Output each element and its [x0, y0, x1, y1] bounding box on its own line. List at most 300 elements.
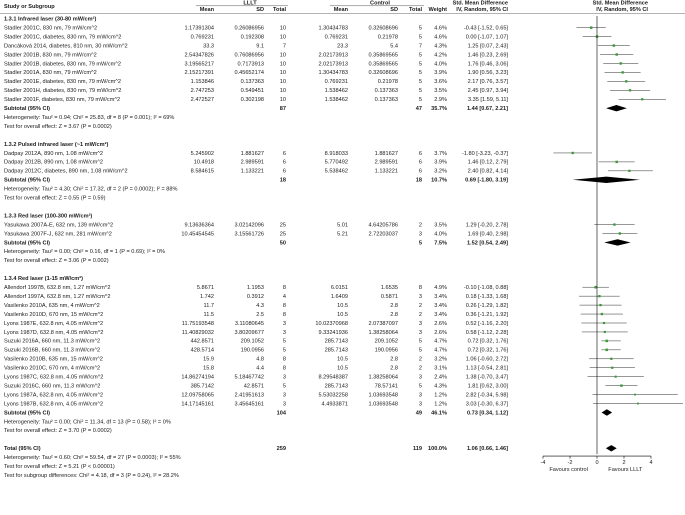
control-mean: 2.02173913 [318, 61, 348, 68]
control-mean: 5.770492 [324, 159, 348, 166]
control-mean: 5.53032258 [318, 392, 348, 399]
total-control-n: 119 [412, 446, 422, 453]
study-name: Lyons 1987B, 632.8 nm, 4.05 mW/cm^2 [4, 401, 104, 408]
header-plot-1: Std. Mean Difference [592, 0, 648, 7]
study-weight: 2.6% [434, 329, 447, 336]
control-mean: 23.3 [337, 43, 348, 50]
study-point [603, 322, 605, 324]
study-weight: 3.7% [434, 150, 447, 157]
lllt-total: 8 [282, 285, 286, 291]
control-total: 5 [418, 61, 422, 68]
lllt-total: 10 [279, 97, 286, 104]
control-total: 2 [418, 365, 422, 372]
study-name: Lyons 1987D, 632.8 nm, 4.05 mW/cm^2 [4, 329, 104, 336]
lllt-total: 10 [279, 34, 286, 41]
study-weight: 4.9% [434, 285, 447, 291]
control-total: 5 [418, 97, 422, 104]
lllt-total: 7 [282, 43, 286, 50]
control-total: 3 [418, 401, 422, 408]
subtotal-diamond [604, 239, 630, 245]
control-total: 3 [418, 392, 422, 399]
lllt-total: 10 [279, 79, 286, 86]
group-title-1: 1.3.2 Pulsed infrared laser (~1 mW/cm²) [4, 141, 109, 148]
footer-text: Test for overall effect: Z = 5.21 (P < 0.00001) [4, 464, 115, 470]
lllt-sd: 1.133221 [240, 168, 264, 175]
lllt-mean: 10.45454545 [181, 231, 214, 238]
header-plot-2: IV, Random, 95% CI [596, 7, 648, 13]
control-total: 7 [418, 43, 422, 50]
study-name: Stadler 2001F, diabetes, 830 nm, 79 mW/cm^2 [4, 97, 121, 104]
lllt-mean: 8.584615 [190, 168, 214, 175]
control-total: 3 [418, 329, 422, 336]
control-total: 5 [418, 383, 422, 390]
control-sd: 1.38258064 [368, 329, 398, 336]
lllt-sd: 0.7173913 [237, 61, 264, 68]
study-ci: 1.38 [-0.70, 3.47] [465, 374, 508, 381]
subtotal-control-total: 49 [415, 410, 422, 417]
study-point [598, 295, 600, 297]
control-sd: 1.38258064 [368, 374, 398, 381]
control-mean: 0.769231 [324, 34, 348, 41]
control-total: 5 [418, 25, 422, 32]
study-weight: 4.2% [434, 52, 447, 59]
study-name: Allendorf 1997A, 632.8 nm, 1.27 mW/cm^2 [4, 293, 111, 300]
study-name: Vasilenko 2010C, 670 nm, 4 mW/cm^2 [4, 365, 101, 372]
control-sd: 0.32608696 [368, 25, 398, 32]
control-total: 3 [418, 293, 422, 300]
study-weight: 3.2% [434, 356, 447, 363]
study-point [629, 89, 631, 91]
study-ci: 2.45 [0.97, 3.94] [467, 88, 508, 95]
x-axis-tick-label: -4 [540, 460, 546, 467]
subtotal-ci: 0.73 [0.34, 1.12] [466, 410, 508, 417]
control-total: 8 [418, 285, 422, 291]
lllt-total: 8 [282, 302, 286, 309]
control-sd: 2.8 [390, 311, 398, 318]
control-total: 5 [418, 88, 422, 95]
control-sd: 0.21978 [377, 34, 398, 41]
lllt-sd: 0.76086956 [234, 52, 264, 59]
study-name: Yasukawa 2007A-E, 632 nm, 139 mW/cm^2 [4, 222, 114, 229]
header-weight: Weight [428, 7, 447, 13]
lllt-sd: 0.3912 [246, 293, 264, 300]
study-point [613, 44, 615, 46]
lllt-mean: 11.5 [203, 311, 214, 318]
study-name: Stadler 2001B, 830 nm, 79 mW/cm^2 [4, 52, 97, 59]
control-total: 3 [418, 231, 422, 238]
study-weight: 3.9% [434, 159, 447, 166]
subtotal-diamond [606, 105, 627, 111]
lllt-mean: 14.86274194 [181, 374, 214, 381]
x-axis-tick-label: 2 [622, 460, 626, 467]
control-mean: 10.5 [337, 356, 348, 363]
lllt-mean: 1.153846 [190, 79, 214, 86]
lllt-sd: 0.45652174 [234, 70, 264, 77]
lllt-sd: 1.881627 [240, 150, 264, 157]
lllt-total: 3 [282, 320, 286, 327]
lllt-total: 10 [279, 88, 286, 95]
control-sd: 2.07387097 [368, 320, 398, 327]
study-name: Dadpay 2012B, 890 nm, 1.08 mW/cm^2 [4, 159, 104, 166]
control-mean: 10.5 [337, 302, 348, 309]
control-total: 5 [418, 70, 422, 77]
study-ci: 2.17 [0.76, 3.57] [467, 79, 508, 86]
study-weight: 4.6% [434, 34, 447, 41]
header-total-lllt: Total [273, 7, 286, 13]
study-name: Lyons 1987E, 632.8 nm, 4.05 mW/cm^2 [4, 320, 104, 327]
lllt-total: 3 [282, 374, 286, 381]
study-name: Stadler 2001B, diabetes, 830 nm, 79 mW/cm^2 [4, 61, 122, 68]
lllt-mean: 2.747253 [190, 88, 214, 95]
control-total: 5 [418, 79, 422, 86]
x-axis-tick-label: 0 [595, 460, 599, 467]
heterogeneity-text: Heterogeneity: Tau² = 4.30; Chi² = 17.32, df = 2 (P = 0.0002); I² = 88% [4, 186, 178, 193]
study-weight: 4.3% [434, 43, 447, 50]
study-ci: 1.46 [0.12, 2.79] [467, 159, 508, 166]
control-mean: 1.30434783 [318, 70, 348, 77]
subtotal-lllt-total: 87 [279, 106, 286, 112]
study-weight: 3.4% [434, 302, 447, 309]
study-weight: 3.9% [434, 70, 447, 77]
control-sd: 0.137363 [374, 88, 398, 95]
favours-control-label: Favours control [549, 467, 588, 474]
header-control: Control [370, 0, 390, 7]
study-weight: 1.2% [434, 401, 447, 408]
control-total: 2 [418, 311, 422, 318]
subtotal-ci: 0.69 [-1.80, 3.19] [465, 177, 508, 184]
study-point [610, 358, 612, 360]
lllt-sd: 9.1 [256, 43, 264, 50]
control-mean: 2.02173913 [318, 52, 348, 59]
study-point [601, 313, 603, 315]
lllt-sd: 2.41951613 [234, 392, 264, 399]
lllt-mean: 10.4918 [193, 159, 214, 166]
control-total: 5 [418, 338, 422, 345]
lllt-mean: 15.8 [203, 365, 214, 372]
study-ci: 0.72 [0.32, 1.76] [467, 347, 508, 354]
header-sd-control: SD [390, 7, 398, 13]
total-diamond [606, 445, 617, 451]
study-ci: 3.03 [-0.30, 6.37] [465, 401, 508, 408]
lllt-sd: 190.0956 [240, 347, 264, 354]
study-weight: 2.9% [434, 97, 447, 104]
control-sd: 2.989591 [374, 159, 398, 166]
subtotal-weight: 7.5% [434, 240, 447, 247]
study-ci: 0.26 [-1.29, 1.82] [465, 302, 508, 309]
subtotal-lllt-total: 18 [279, 177, 286, 184]
control-sd: 2.8 [390, 365, 398, 372]
study-ci: 1.90 [0.56, 3.23] [467, 70, 508, 77]
study-point [594, 286, 597, 289]
study-point [572, 152, 574, 154]
x-axis-tick-label: -2 [567, 460, 573, 467]
control-sd: 0.35869565 [368, 52, 398, 59]
study-weight: 2.4% [434, 374, 447, 381]
study-ci: -0.10 [-1.08, 0.88] [463, 285, 508, 291]
subtotal-lllt-total: 104 [276, 410, 286, 417]
study-weight: 4.7% [434, 347, 447, 354]
lllt-mean: 3.19565217 [184, 61, 214, 68]
overall-effect-text: Test for overall effect: Z = 3.06 (P = 0.002) [4, 258, 109, 265]
subtotal-label: Subtotal (95% CI) [4, 177, 50, 184]
lllt-sd: 42.8571 [243, 383, 264, 390]
study-ci: 1.29 [-0.20, 2.78] [465, 222, 508, 229]
study-weight: 1.2% [434, 392, 447, 399]
study-point [613, 223, 615, 225]
study-ci: 1.76 [0.46, 3.06] [467, 61, 508, 68]
study-name: Vasilenko 2010A, 635 nm, 4 mW/cm^2 [4, 302, 100, 309]
study-point [628, 170, 630, 172]
study-name: Allendorf 1997B, 632.8 nm, 1.27 mW/cm^2 [4, 285, 111, 291]
x-axis-tick-label: 4 [649, 460, 653, 467]
lllt-mean: 15.9 [203, 356, 214, 363]
control-total: 6 [418, 150, 422, 157]
lllt-total: 8 [282, 311, 286, 318]
lllt-mean: 2.472527 [190, 97, 214, 104]
header-mean-lllt: Mean [199, 7, 214, 13]
study-ci: 0.72 [0.32, 1.76] [467, 338, 508, 345]
lllt-sd: 3.15561726 [234, 231, 264, 238]
lllt-mean: 12.09758065 [181, 392, 214, 399]
lllt-mean: 14.17145161 [181, 401, 214, 408]
subtotal-diamond [602, 409, 613, 415]
study-ci: 1.81 [0.62, 3.00] [467, 383, 508, 390]
lllt-total: 5 [282, 338, 286, 345]
study-point [637, 403, 639, 405]
subtotal-control-total: 5 [418, 240, 422, 247]
control-mean: 10.5 [337, 311, 348, 318]
lllt-total: 10 [279, 25, 286, 32]
lllt-total: 3 [282, 401, 286, 408]
subtotal-control-total: 47 [415, 106, 422, 112]
control-total: 5 [418, 52, 422, 59]
control-mean: 4.4933871 [321, 401, 348, 408]
overall-effect-text: Test for overall effect: Z = 0.55 (P = 0.59) [4, 195, 106, 202]
study-point [605, 340, 608, 343]
subtotal-ci: 1.52 [0.54, 2.49] [466, 240, 508, 247]
overall-effect-text: Test for overall effect: Z = 3.67 (P = 0.0002) [4, 123, 112, 130]
lllt-sd: 3.80209677 [234, 329, 264, 336]
study-point [621, 71, 623, 73]
subtotal-ci: 1.44 [0.67, 2.21] [466, 106, 508, 112]
header-lllt: LLLT [243, 0, 257, 7]
lllt-total: 8 [282, 365, 286, 372]
lllt-sd: 5.18467742 [234, 374, 264, 381]
control-sd: 0.137363 [374, 97, 398, 104]
control-sd: 0.35869565 [368, 61, 398, 68]
control-mean: 8.918033 [324, 150, 348, 157]
control-total: 3 [418, 374, 422, 381]
study-ci: 0.00 [-1.07, 1.07] [465, 34, 508, 41]
heterogeneity-text: Heterogeneity: Tau² = 0.00; Chi² = 0.16, df = 1 (P = 0.69); I² = 0% [4, 249, 166, 256]
study-name: Stadler 2001H, diabetes, 830 nm, 79 mW/cm^2 [4, 88, 122, 95]
heterogeneity-text: Heterogeneity: Tau² = 0.00; Chi² = 11.34, df = 13 (P = 0.58); I² = 0% [4, 419, 171, 426]
study-ci: -0.43 [-1.52, 0.65] [463, 25, 508, 32]
study-name: Dadpay 2012A, 890 nm, 1.08 mW/cm^2 [4, 150, 104, 157]
control-mean: 6.0151 [330, 285, 348, 291]
study-name: Yasukawa 2007F-J, 632 nm, 281 mW/cm^2 [4, 231, 112, 238]
study-weight: 3.5% [434, 88, 447, 95]
lllt-total: 8 [282, 356, 286, 363]
lllt-total: 6 [282, 150, 286, 157]
lllt-total: 5 [282, 383, 286, 390]
study-point [625, 80, 627, 82]
study-point [620, 62, 622, 64]
study-weight: 3.2% [434, 168, 447, 175]
study-name: Vasilenko 2010D, 670 nm, 15 mW/cm^2 [4, 311, 104, 318]
study-name: Vasilenko 2010B, 635 nm, 15 mW/cm^2 [4, 356, 103, 363]
control-mean: 8.29548387 [318, 374, 348, 381]
lllt-mean: 0.769231 [190, 34, 214, 41]
control-sd: 0.5871 [380, 293, 398, 300]
favours-lllt-label: Favours LLLT [608, 467, 643, 474]
control-mean: 10.02370968 [315, 320, 348, 327]
study-name: Suzuki 2016B, 660 nm, 11.3 mW/cm^2 [4, 347, 101, 354]
control-mean: 10.5 [337, 365, 348, 372]
control-mean: 285.7143 [324, 383, 348, 390]
control-sd: 0.32608696 [368, 70, 398, 77]
subtotal-control-total: 18 [415, 177, 422, 184]
lllt-total: 10 [279, 70, 286, 77]
control-mean: 285.7143 [324, 347, 348, 354]
total-weight: 100.0% [428, 446, 447, 453]
study-name: Stadler 2001C, 830 nm, 79 mW/cm^2 [4, 25, 98, 32]
lllt-total: 10 [279, 52, 286, 59]
lllt-total: 4 [282, 293, 286, 300]
control-sd: 1.133221 [374, 168, 398, 175]
header-mean-control: Mean [333, 7, 348, 13]
control-total: 5 [418, 347, 422, 354]
study-name: Lyons 1987A, 632.8 nm, 4.05 mW/cm^2 [4, 392, 104, 399]
study-point [604, 331, 606, 333]
control-total: 3 [418, 320, 422, 327]
subtotal-label: Subtotal (95% CI) [4, 240, 50, 247]
control-total: 5 [418, 34, 422, 41]
study-point [590, 26, 592, 28]
control-mean: 1.538462 [324, 97, 348, 104]
subtotal-label: Subtotal (95% CI) [4, 106, 50, 112]
control-sd: 1.03693548 [368, 392, 398, 399]
study-ci: 0.18 [-1.33, 1.68] [465, 293, 508, 300]
lllt-sd: 0.302198 [240, 97, 264, 104]
study-point [605, 349, 608, 352]
lllt-mean: 5.8671 [196, 285, 214, 291]
total-lllt-n: 259 [276, 446, 286, 453]
subtotal-label: Subtotal (95% CI) [4, 410, 50, 417]
lllt-mean: 2.54347826 [184, 52, 214, 59]
lllt-sd: 0.26086956 [234, 25, 264, 32]
study-ci: 1.25 [0.07, 2.43] [467, 43, 508, 50]
subtotal-weight: 35.7% [431, 106, 447, 112]
study-weight: 4.0% [434, 231, 447, 238]
study-weight: 3.1% [434, 365, 447, 372]
subtotal-weight: 46.1% [431, 410, 447, 417]
total-label: Total (95% CI) [4, 446, 41, 453]
study-ci: 0.36 [-1.21, 1.92] [465, 311, 508, 318]
control-total: 6 [418, 159, 422, 166]
study-weight: 2.6% [434, 320, 447, 327]
group-title-0: 1.3.1 Infrared laser (30-80 mW/cm²) [4, 16, 97, 23]
lllt-sd: 0.192308 [240, 34, 264, 41]
control-sd: 2.8 [390, 302, 398, 309]
control-mean: 9.33241936 [318, 329, 348, 336]
control-mean: 1.6409 [330, 293, 348, 300]
control-sd: 2.72203037 [368, 231, 398, 238]
control-mean: 1.538462 [324, 88, 348, 95]
study-weight: 3.4% [434, 311, 447, 318]
header-study: Study or Subgroup [4, 4, 55, 10]
control-total: 2 [418, 222, 422, 229]
study-name: Stadler 2001A, 830 nm, 79 mW/cm^2 [4, 70, 97, 77]
lllt-sd: 0.137363 [240, 79, 264, 86]
header-smd-2: IV, Random, 95% CI [456, 7, 508, 13]
study-weight: 4.6% [434, 25, 447, 32]
lllt-mean: 9.13636364 [184, 222, 214, 229]
study-point [599, 304, 601, 306]
subtotal-lllt-total: 50 [279, 240, 286, 247]
group-title-2: 1.3.3 Red laser (100-300 mW/cm²) [4, 213, 93, 220]
study-point [619, 232, 621, 234]
lllt-sd: 3.11080645 [234, 320, 264, 327]
control-mean: 5.538462 [324, 168, 348, 175]
study-weight: 4.0% [434, 61, 447, 68]
study-point [634, 394, 636, 396]
study-name: Dadpay 2012C, diabetes, 890 nm, 1.08 mW/cm^2 [4, 168, 128, 175]
control-sd: 4.64205786 [368, 222, 398, 229]
lllt-sd: 3.02142096 [234, 222, 264, 229]
footer-text: Heterogeneity: Tau² = 0.60; Chi² = 59.54, df = 27 (P = 0.0003); I² = 55% [4, 455, 181, 462]
control-sd: 1.6535 [380, 285, 398, 291]
study-name: Dancáková 2014, diabetes, 810 nm, 30 mW/cm^2 [4, 43, 128, 50]
footer-text: Test for subgroup differences: Chi² = 4.18, df = 3 (P = 0.24), I² = 28.2% [4, 472, 179, 479]
lllt-mean: 11.7 [203, 302, 214, 309]
control-mean: 285.7143 [324, 338, 348, 345]
control-sd: 5.4 [390, 43, 398, 50]
study-name: Suzuki 2016C, 660 nm, 11.3 mW/cm^2 [4, 383, 101, 390]
control-total: 2 [418, 302, 422, 309]
lllt-sd: 2.5 [256, 311, 264, 318]
control-sd: 190.0956 [374, 347, 398, 354]
study-ci: -1.80 [-3.23, -0.37] [461, 150, 508, 157]
study-ci: 1.13 [-0.54, 2.81] [465, 365, 508, 372]
lllt-total: 5 [282, 347, 286, 354]
control-sd: 78.57141 [374, 383, 398, 390]
study-ci: 2.40 [0.82, 4.14] [467, 168, 508, 175]
group-title-3: 1.3.4 Red laser (1-15 mW/cm²) [4, 276, 83, 283]
subtotal-weight: 10.7% [431, 177, 447, 184]
lllt-total: 3 [282, 329, 286, 336]
lllt-total: 6 [282, 168, 286, 175]
lllt-mean: 5.245902 [190, 150, 214, 157]
study-name: Lyons 1987C, 632.8 nm, 4.05 mW/cm^2 [4, 374, 104, 381]
lllt-sd: 0.549451 [240, 88, 264, 95]
control-mean: 1.30434783 [318, 25, 348, 32]
control-sd: 209.1052 [374, 338, 398, 345]
lllt-sd: 4.3 [256, 302, 264, 309]
study-weight: 3.6% [434, 79, 447, 86]
study-weight: 3.5% [434, 222, 447, 229]
lllt-total: 6 [282, 159, 286, 166]
study-point [611, 367, 613, 369]
control-sd: 1.881627 [374, 150, 398, 157]
study-ci: 1.46 [0.23, 2.69] [467, 52, 508, 59]
study-point [641, 98, 643, 100]
control-sd: 2.8 [390, 356, 398, 363]
lllt-mean: 385.7142 [190, 383, 214, 390]
control-total: 6 [418, 168, 422, 175]
study-point [616, 161, 618, 163]
study-name: Stadler 2001E, diabetes, 830 nm, 79 mW/cm^2 [4, 79, 122, 86]
